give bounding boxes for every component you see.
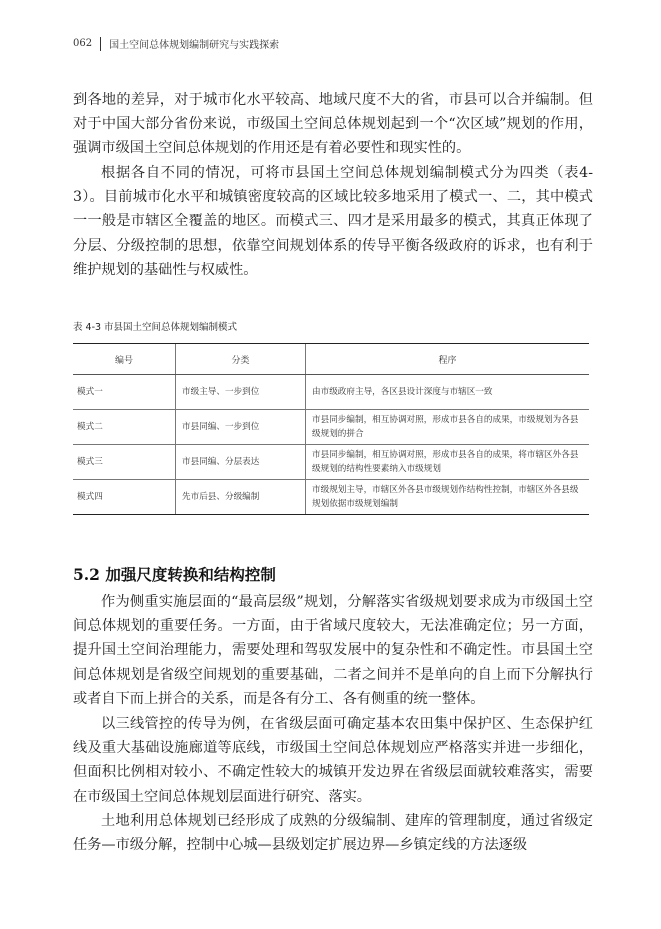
running-header: [73, 36, 279, 51]
header-procedure: 程序: [306, 344, 590, 375]
cell-procedure: 市县同步编制，相互协调对照，形成市县各自的成果，将市辖区外各县级规划的结构性要素纳入市级规划: [306, 445, 590, 480]
cell-procedure: 由市级政府主导，各区县设计深度与市辖区一致: [306, 375, 590, 410]
cell-id: 模式一: [73, 375, 176, 410]
cell-id: 模式三: [73, 445, 176, 480]
paragraph-three-lines: 以三线管控的传导为例，在省级层面可确定基本农田集中保护区、生态保护红线及重大基础设施廊道等底线，市级国土空间总体规划应严格落实并进一步细化，但面积比例相对较小、不确定性较大的城镇开发边界在省级层面就较难落实，需要在市级国土空间总体规划层面进行研究、落实。: [73, 716, 593, 805]
cell-procedure: 市级规划主导，市辖区外各县市级规划作结构性控制，市辖区外各县级规划依据市级规划编制: [306, 480, 590, 515]
paragraph-modes-intro: 根据各自不同的情况，可将市县国土空间总体规划编制模式分为四类（表4-3）。目前城市化水平和城镇密度较高的区域比较多地采用了模式一、二，其中模式一一般是市辖区全覆盖的地区。而模式三、四才是采用最多的模式，其真正体现了分层、分级控制的思想，依靠空间规划体系的传导平衡各级政府的诉求，也有利于维护规划的基础性与权威性。: [73, 165, 593, 278]
cell-category: 市县同编、一步到位: [176, 410, 306, 445]
cell-id: 模式四: [73, 480, 176, 515]
header-divider: [100, 37, 101, 51]
table-row: [73, 480, 589, 515]
cell-procedure: 市县同步编制，相互协调对照，形成市县各自的成果，市级规划为各县级规划的拼合: [306, 410, 590, 445]
section-heading: 5.2 加强尺度转换和结构控制: [73, 565, 276, 584]
cell-category: 市县同编、分层表达: [176, 445, 306, 480]
header-id: 编号: [73, 344, 176, 375]
paragraph-continuation: 到各地的差异，对于城市化水平较高、地域尺度不大的省，市县可以合并编制。但对于中国大部分省份来说，市级国土空间总体规划起到一个“次区域”规划的作用，强调市级国土空间总体规划的作用还是有着必要性和现实性的。: [73, 92, 593, 157]
table-caption: 表 4-3 市县国土空间总体规划编制模式: [73, 322, 238, 333]
cell-id: 模式二: [73, 410, 176, 445]
table-row: [73, 375, 589, 410]
paragraph-scale-transfer: 作为侧重实施层面的“最高层级”规划，分解落实省级规划要求成为市级国土空间总体规划的重要任务。一方面，由于省域尺度较大，无法准确定位；另一方面，提升国土空间治理能力，需要处理和驾驭发展中的复杂性和不确定性。市县国土空间总体规划是省级空间规划的重要基础，二者之间并不是单向的自上而下分解执行或者自下而上拼合的关系，而是各有分工、各有侧重的统一整体。: [73, 594, 593, 707]
paragraph-land-use: 土地利用总体规划已经形成了成熟的分级编制、建库的管理制度，通过省级定任务—市级分解，控制中心城—县级划定扩展边界—乡镇定线的方法逐级: [73, 813, 593, 854]
cell-category: 市级主导、一步到位: [176, 375, 306, 410]
table-row: [73, 410, 589, 445]
header-category: 分类: [176, 344, 306, 375]
table-header-row: [73, 344, 589, 375]
page-number: 062: [73, 38, 93, 49]
cell-category: 先市后县、分级编制: [176, 480, 306, 515]
planning-modes-table: [73, 343, 589, 515]
book-title: 国土空间总体规划编制研究与实践探索: [109, 40, 280, 51]
table-row: [73, 445, 589, 480]
